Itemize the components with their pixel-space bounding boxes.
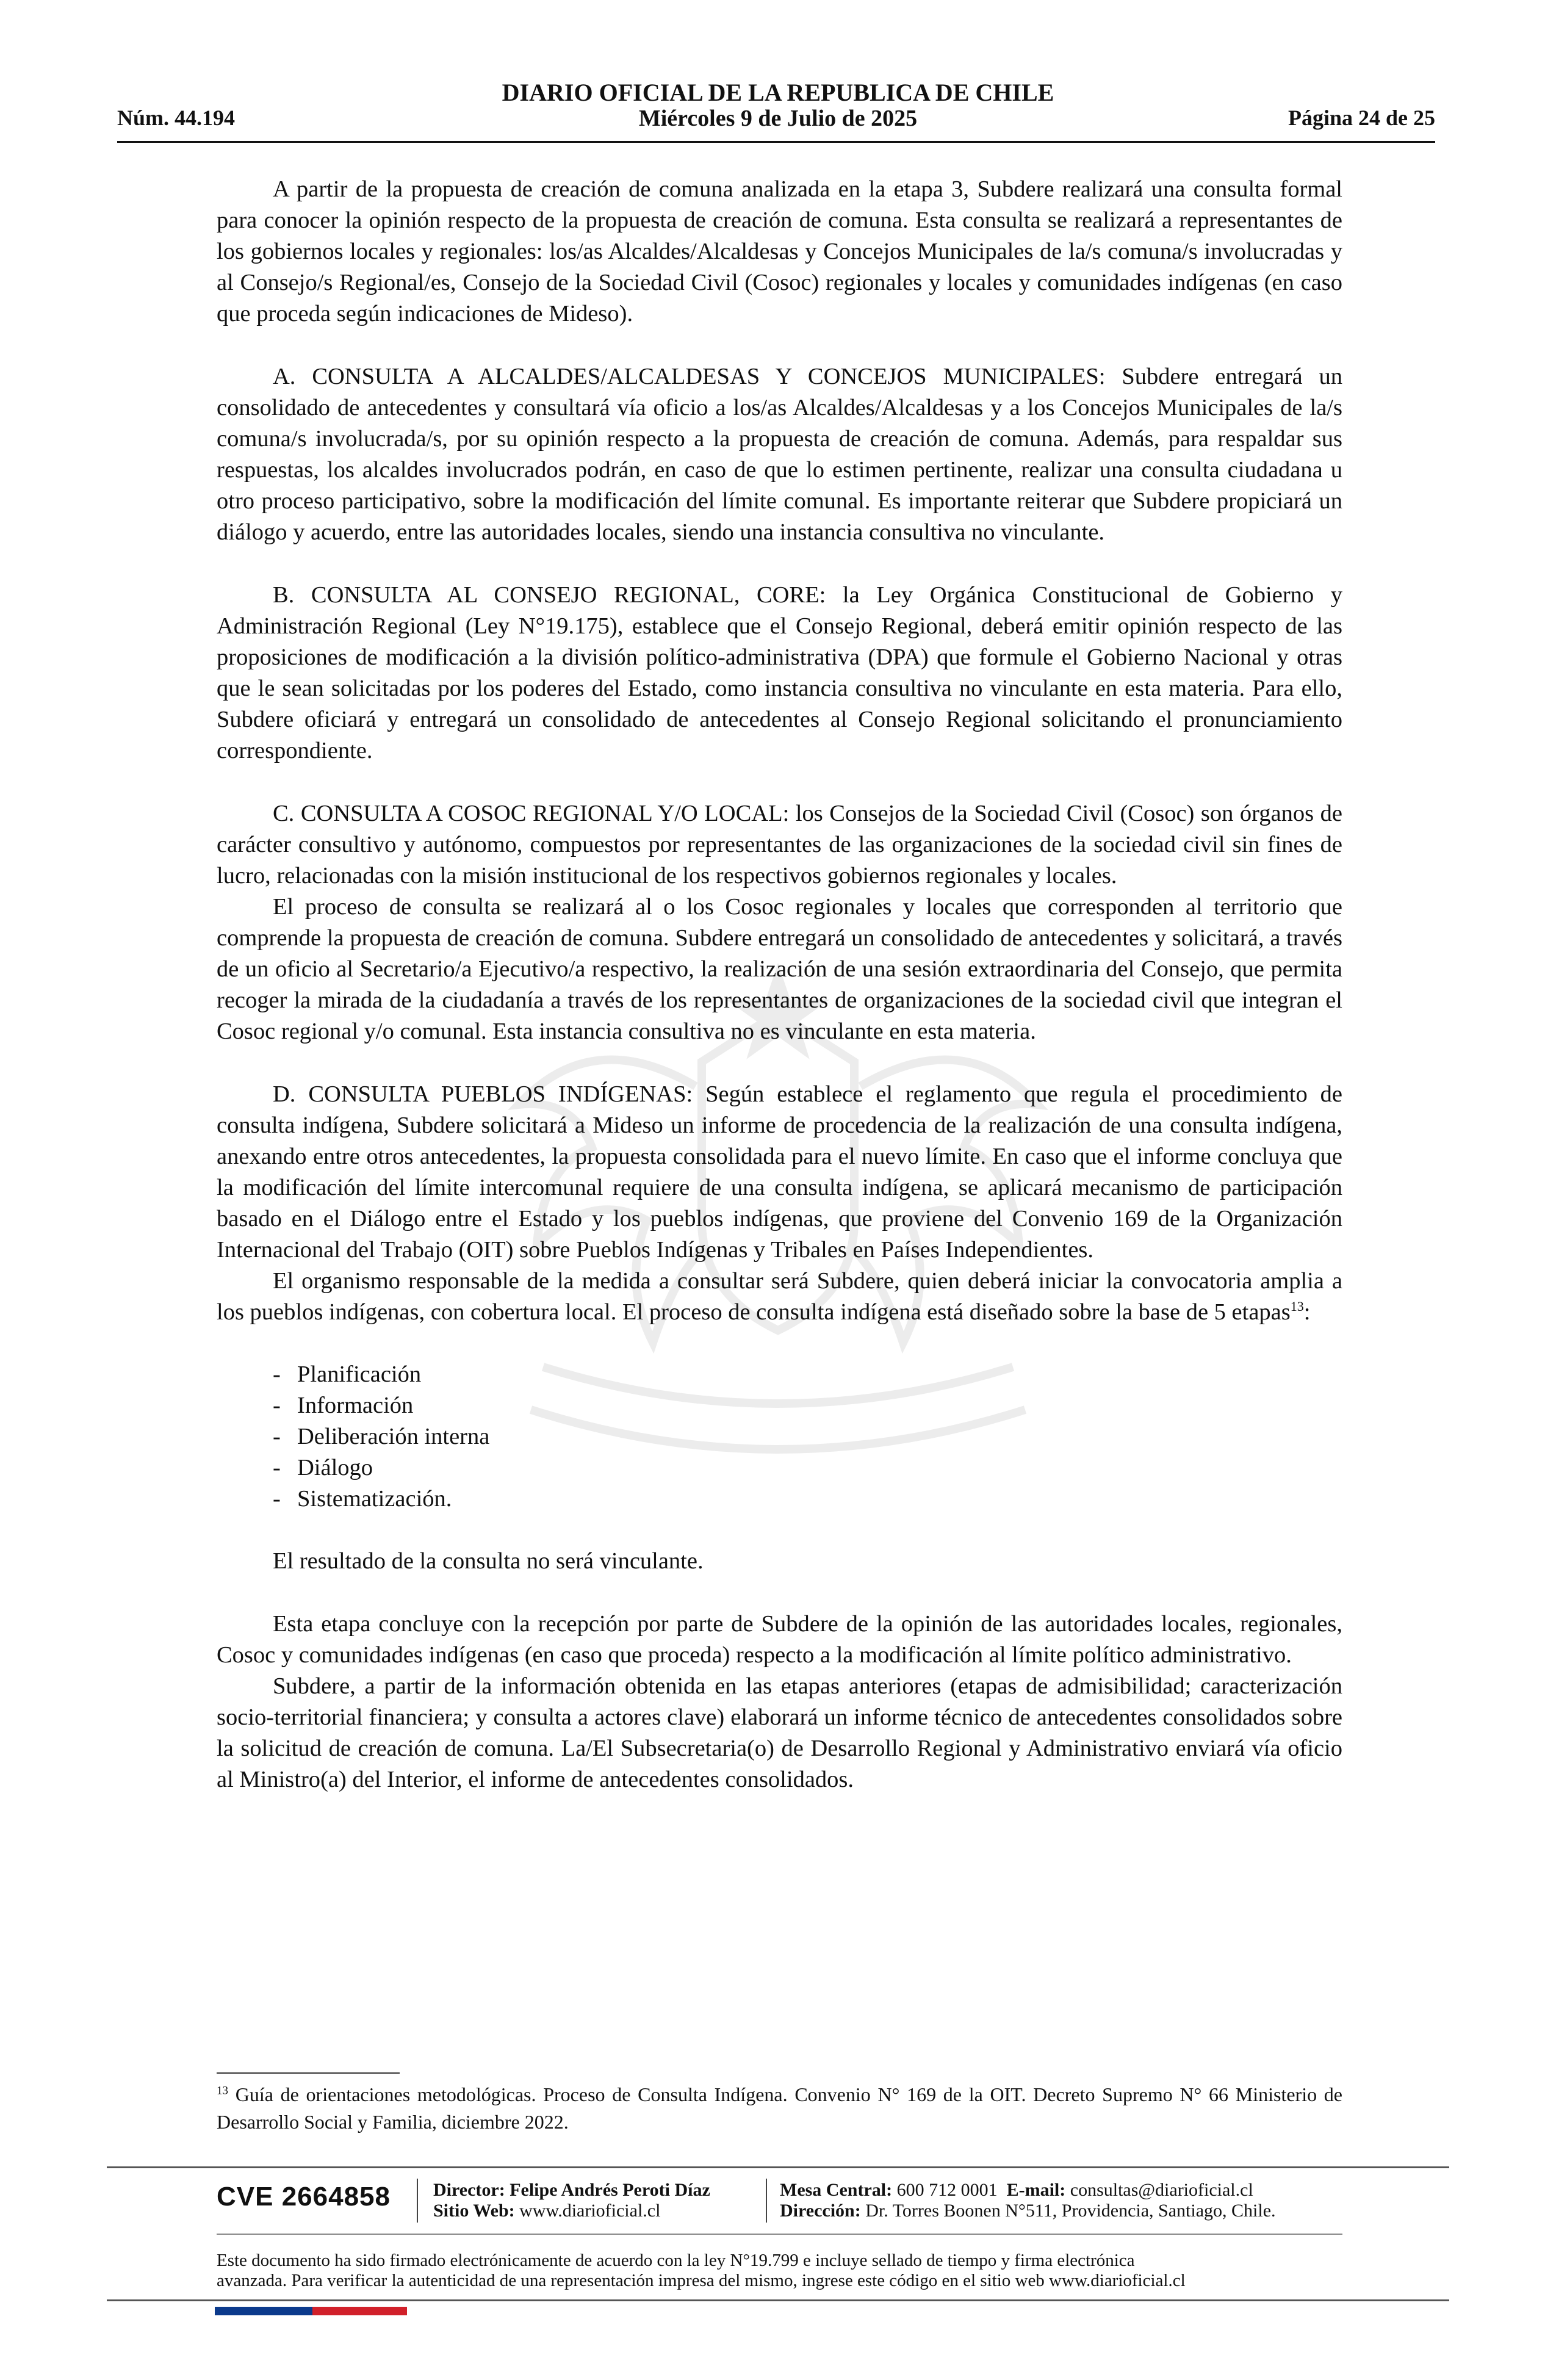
cve-code: CVE 2664858 bbox=[217, 2182, 391, 2212]
section-c-paragraph-2: El proceso de consulta se realizará al o los Cosoc regionales y locales que corresponden al territorio que comprende la propuesta de creación de comuna. Subdere entregará un consolidado de antecedentes y solicitará, a través de un oficio al Secretario/a Ejecutivo/a respectivo, la realización de una sesión extraordinaria del Consejo, que permita recoger la mirada de la ciudadanía a través de los representantes de organizaciones de la sociedad civil que integran el Cosoc regional y/o comunal. Esta instancia consultiva no es vinculante en esta materia. bbox=[217, 894, 1342, 1044]
contact-info bbox=[780, 2180, 1276, 2221]
footnote-ref: 13 bbox=[1290, 1299, 1304, 1314]
section-d-paragraph: D. CONSULTA PUEBLOS INDÍGENAS: Según establece el reglamento que regula el procedimiento de consulta indígena, Subdere solicitará a Mideso un informe de procedencia de la realización de una consulta indígena, anexando entre otros antecedentes, la propuesta consolidada para el nuevo límite. En caso que el informe concluya que la modificación del límite intercomunal requiere de una consulta indígena, se aplicará mecanismo de participación basado en el Diálogo entre el Estado y los pueblos indígenas, que proviene del Convenio 169 de la Organización Internacional del Trabajo (OIT) sobre Pueblos Indígenas y Tribales en Países Independientes. bbox=[217, 1081, 1342, 1263]
website-link[interactable]: www.diarioficial.cl bbox=[519, 2201, 661, 2221]
section-b-paragraph: B. CONSULTA AL CONSEJO REGIONAL, CORE: la Ley Orgánica Constitucional de Gobierno y Administración Regional (Ley N°19.175), establece que el Consejo Regional, deberá emitir opinión respecto de las proposiciones de modificación a la división político-administrativa (DPA) que formule el Gobierno Nacional y otras que le sean solicitadas por los poderes del Estado, como instancia consultiva no vinculante en esta materia. Para ello, Subdere oficiará y entregará un consolidado de antecedentes al Consejo Regional solicitando el pronunciamiento correspondiente. bbox=[217, 582, 1342, 763]
website-label: Sitio Web: bbox=[433, 2201, 515, 2221]
document-body bbox=[217, 174, 1342, 1795]
list-item bbox=[217, 1484, 1342, 1515]
legal-notice-line-2: avanzada. Para verificar la autenticidad de una representación impresa del mismo, ingrese este código en el sitio web www.diarioficial.cl bbox=[217, 2271, 1186, 2290]
footer-separator bbox=[766, 2179, 767, 2223]
footer-top-divider bbox=[107, 2166, 1449, 2168]
list-dash: - bbox=[273, 1486, 281, 1512]
list-item-text: Diálogo bbox=[297, 1455, 373, 1480]
footer-mid-divider bbox=[217, 2234, 1342, 2235]
footnote-text: Guía de orientaciones metodológicas. Proceso de Consulta Indígena. Convenio N° 169 de la OIT. Decreto Supremo N° 66 Ministerio de Desarrollo Social y Familia, diciembre 2022. bbox=[217, 2083, 1343, 2133]
section-d-paragraph-2-end: : bbox=[1303, 1299, 1311, 1325]
address-label: Dirección: bbox=[780, 2201, 861, 2221]
list-item bbox=[217, 1359, 1342, 1390]
footer-separator bbox=[417, 2179, 418, 2223]
footnote-divider bbox=[217, 2072, 400, 2074]
list-item-text: Planificación bbox=[297, 1361, 422, 1387]
section-a-paragraph: A. CONSULTA A ALCALDES/ALCALDESAS Y CONCEJOS MUNICIPALES: Subdere entregará un consolidado de antecedentes y consultará vía oficio a los/as Alcaldes/Alcaldesas y a los Concejos Municipales de la/s comuna/s involucrada/s, por su opinión respecto a la propuesta de creación de comuna. Además, para respaldar sus respuestas, los alcaldes involucrados podrán, en caso de que lo estimen pertinente, realizar una consulta ciudadana u otro proceso participativo, sobre la modificación del límite comunal. Es importante reiterar que Subdere propiciará un diálogo y acuerdo, entre las autoridades locales, siendo una instancia consultiva no vinculante. bbox=[217, 364, 1342, 545]
footnote-marker: 13 bbox=[217, 2084, 228, 2097]
result-paragraph: El resultado de la consulta no será vinculante. bbox=[273, 1548, 704, 1574]
list-item-text: Información bbox=[297, 1393, 414, 1418]
list-item bbox=[217, 1452, 1342, 1484]
legal-notice bbox=[217, 2251, 1352, 2291]
section-d-paragraph-2 bbox=[217, 1266, 1342, 1328]
director-name: Felipe Andrés Peroti Díaz bbox=[510, 2180, 710, 2200]
address-text: Dr. Torres Boonen N°511, Providencia, Santiago, Chile. bbox=[865, 2201, 1276, 2221]
list-dash: - bbox=[273, 1361, 281, 1387]
flag-stripe-blue bbox=[215, 2307, 312, 2315]
list-dash: - bbox=[273, 1455, 281, 1480]
consultation-stages-list bbox=[217, 1359, 1342, 1515]
list-item-text: Sistematización. bbox=[297, 1486, 452, 1512]
list-item bbox=[217, 1421, 1342, 1452]
publication-title: DIARIO OFICIAL DE LA REPUBLICA DE CHILE bbox=[502, 79, 1054, 106]
section-d-paragraph-2-text: El organismo responsable de la medida a consultar será Subdere, quien deberá iniciar la convocatoria amplia a los pueblos indígenas, con cobertura local. El proceso de consulta indígena está diseñado sobre la base de 5 etapas bbox=[217, 1268, 1342, 1325]
list-dash: - bbox=[273, 1424, 281, 1449]
list-item bbox=[217, 1390, 1342, 1421]
header-divider bbox=[117, 141, 1435, 143]
footnote bbox=[217, 2081, 1342, 2136]
issue-number: Núm. 44.194 bbox=[117, 106, 236, 130]
intro-paragraph: A partir de la propuesta de creación de comuna analizada en la etapa 3, Subdere realizará una consulta formal para conocer la opinión respecto de la propuesta de creación de comuna. Esta consulta se realizará a representantes de los gobiernos locales y regionales: los/as Alcaldes/Alcaldesas y Concejos Municipales de la/s comuna/s involucradas y al Consejo/s Regional/es, Consejo de la Sociedad Civil (Cosoc) regionales y locales y comunidades indígenas (en caso que proceda según indicaciones de Mideso). bbox=[217, 176, 1342, 326]
stage-conclusion-paragraph: Esta etapa concluye con la recepción por parte de Subdere de la opinión de las autoridades locales, regionales, Cosoc y comunidades indígenas (en caso que proceda) respecto a la modificación al límite político administrativo. bbox=[217, 1611, 1342, 1668]
phone-label: Mesa Central: bbox=[780, 2180, 893, 2200]
section-c-paragraph: C. CONSULTA A COSOC REGIONAL Y/O LOCAL: los Consejos de la Sociedad Civil (Cosoc) son órganos de carácter consultivo y autónomo, compuestos por representantes de las organizaciones de la sociedad civil sin fines de lucro, relacionadas con la misión institucional de los respectivos gobiernos regionales y locales. bbox=[217, 801, 1342, 889]
final-report-paragraph: Subdere, a partir de la información obtenida en las etapas anteriores (etapas de admisibilidad; caracterización socio-territorial financiera; y consulta a actores clave) elaborará un informe técnico de antecedentes consolidados sobre la solicitud de creación de comuna. La/El Subsecretaria(o) de Desarrollo Regional y Administrativo enviará vía oficio al Ministro(a) del Interior, el informe de antecedentes consolidados. bbox=[217, 1673, 1342, 1792]
flag-stripe-red bbox=[312, 2307, 407, 2315]
footer-bottom-divider bbox=[107, 2299, 1449, 2301]
director-label: Director: bbox=[433, 2180, 505, 2200]
list-item-text: Deliberación interna bbox=[297, 1424, 490, 1449]
list-dash: - bbox=[273, 1393, 281, 1418]
email-link[interactable]: consultas@diarioficial.cl bbox=[1070, 2180, 1253, 2200]
phone-number: 600 712 0001 bbox=[896, 2180, 998, 2200]
page-number: Página 24 de 25 bbox=[1288, 106, 1435, 130]
issue-date: Miércoles 9 de Julio de 2025 bbox=[638, 106, 918, 131]
legal-notice-line-1: Este documento ha sido firmado electrónicamente de acuerdo con la ley N°19.799 e incluye sellado de tiempo y firma electrónica bbox=[217, 2251, 1135, 2270]
email-label: E-mail: bbox=[1006, 2180, 1066, 2200]
director-info bbox=[433, 2180, 710, 2221]
